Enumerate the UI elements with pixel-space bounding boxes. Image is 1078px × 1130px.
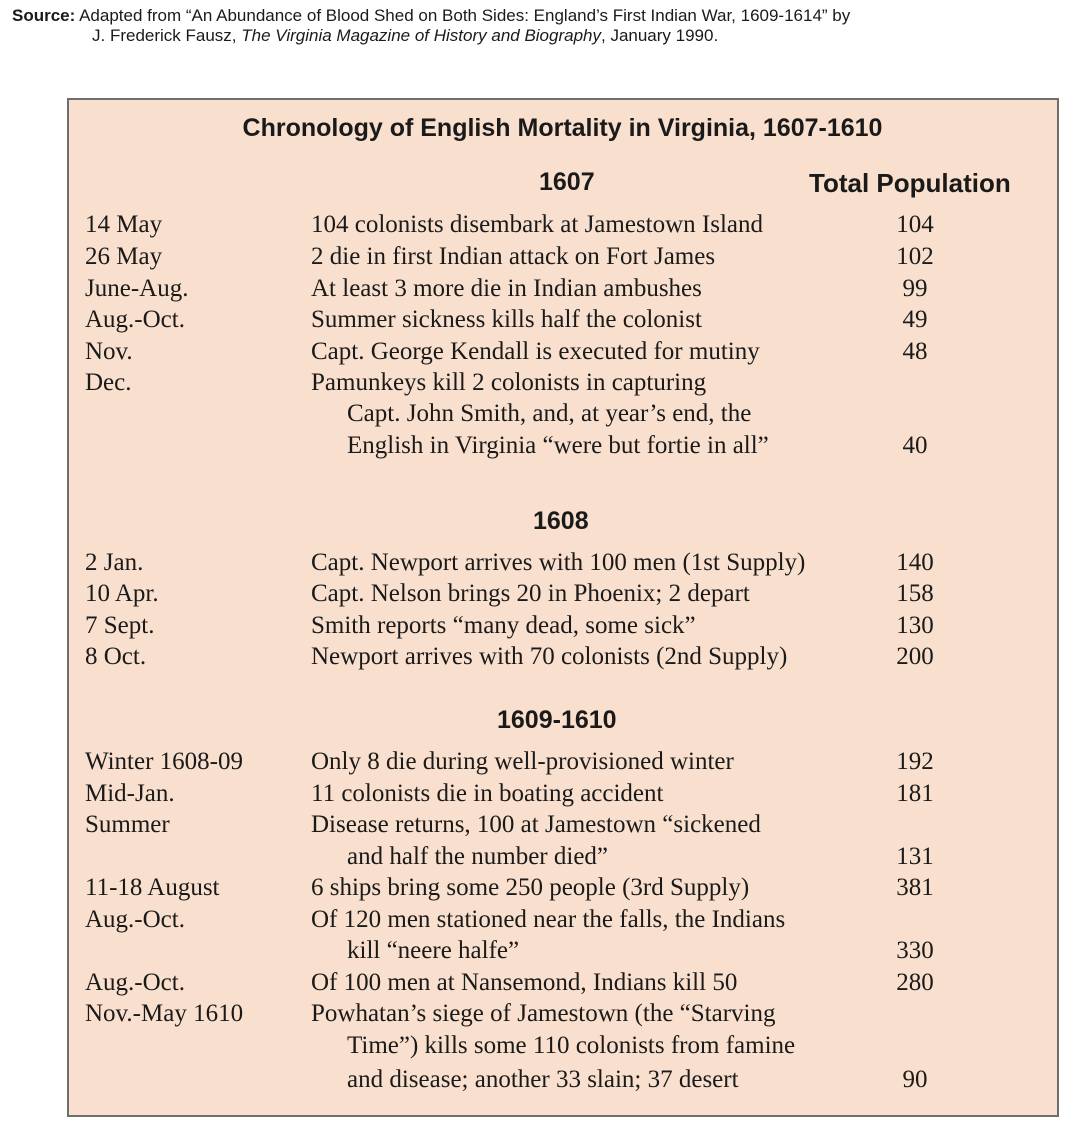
row-total: 90: [902, 1066, 928, 1093]
row-date: June-Aug.: [85, 275, 189, 302]
row-description: Capt. Nelson brings 20 in Phoenix; 2 depart: [311, 580, 750, 607]
table-row: [0, 209, 1078, 241]
source-date: , January 1990.: [601, 26, 719, 45]
row-date: 8 Oct.: [85, 643, 147, 670]
table-title: Chronology of English Mortality in Virginia, 1607-1610: [242, 114, 883, 142]
source-text: Adapted from “An Abundance of Blood Shed on Both Sides: England’s First Indian War, 1609-1614” by: [79, 6, 851, 25]
row-total: 158: [896, 580, 934, 607]
source-citation: [12, 6, 850, 46]
row-total: 49: [902, 306, 928, 333]
table-row: [0, 841, 1078, 873]
row-total: 280: [896, 969, 934, 996]
row-description: English in Virginia “were but fortie in all”: [347, 432, 769, 459]
row-description: Newport arrives with 70 colonists (2nd Supply): [311, 643, 788, 670]
row-description: and disease; another 33 slain; 37 desert: [347, 1066, 739, 1093]
row-total: 130: [896, 612, 934, 639]
table-row: [0, 430, 1078, 462]
row-description: Time”) kills some 110 colonists from famine: [347, 1032, 796, 1059]
row-date: Winter 1608-09: [85, 748, 243, 775]
row-date: 26 May: [85, 243, 163, 270]
table-row: [0, 904, 1078, 936]
table-row: [0, 578, 1078, 610]
year-heading-1608: 1608: [533, 507, 589, 535]
row-description: Only 8 die during well-provisioned winter: [311, 748, 734, 775]
row-date: Dec.: [85, 369, 132, 396]
table-row: [0, 778, 1078, 810]
row-date: 11-18 August: [85, 874, 220, 901]
row-date: Nov.-May 1610: [85, 1000, 244, 1027]
source-journal: The Virginia Magazine of History and Biography: [241, 26, 601, 45]
row-description: Disease returns, 100 at Jamestown “sickened: [311, 811, 761, 838]
row-date: 2 Jan.: [85, 549, 144, 576]
row-description: Smith reports “many dead, some sick”: [311, 612, 696, 639]
table-row: [0, 641, 1078, 673]
table-row: [0, 610, 1078, 642]
row-description: Capt. Newport arrives with 100 men (1st Supply): [311, 549, 806, 576]
year-heading-1607: 1607: [539, 168, 595, 196]
row-description: Pamunkeys kill 2 colonists in capturing: [311, 369, 707, 396]
row-total: 104: [896, 211, 934, 238]
table-row: [0, 336, 1078, 368]
table-row: [0, 241, 1078, 273]
row-date: 10 Apr.: [85, 580, 159, 607]
row-description: Capt. John Smith, and, at year’s end, the: [347, 400, 752, 427]
row-total: 381: [896, 874, 934, 901]
row-description: and half the number died”: [347, 843, 609, 870]
row-total: 330: [896, 937, 934, 964]
table-row: [0, 1030, 1078, 1062]
year-heading-1609-1610: 1609-1610: [497, 706, 617, 734]
row-date: Aug.-Oct.: [85, 306, 185, 333]
row-total: 200: [896, 643, 934, 670]
row-description: 2 die in first Indian attack on Fort James: [311, 243, 716, 270]
row-total: 181: [896, 780, 934, 807]
row-total: 102: [896, 243, 934, 270]
source-line-1: [12, 6, 850, 26]
table-row: [0, 935, 1078, 967]
row-total: 48: [902, 338, 928, 365]
row-total: 40: [902, 432, 928, 459]
row-total: 140: [896, 549, 934, 576]
source-line-2: [12, 26, 850, 46]
row-description: 11 colonists die in boating accident: [311, 780, 664, 807]
row-date: Aug.-Oct.: [85, 906, 185, 933]
table-row: [0, 967, 1078, 999]
row-date: Mid-Jan.: [85, 780, 175, 807]
row-description: At least 3 more die in Indian ambushes: [311, 275, 702, 302]
total-population-header: Total Population: [809, 168, 1011, 198]
row-date: 7 Sept.: [85, 612, 155, 639]
row-description: Capt. George Kendall is executed for mutiny: [311, 338, 760, 365]
table-row: [0, 273, 1078, 305]
row-description: 104 colonists disembark at Jamestown Island: [311, 211, 764, 238]
row-date: 14 May: [85, 211, 163, 238]
row-description: 6 ships bring some 250 people (3rd Supply): [311, 874, 750, 901]
table-row: [0, 367, 1078, 399]
row-description: Of 100 men at Nansemond, Indians kill 50: [311, 969, 738, 996]
table-row: [0, 809, 1078, 841]
table-row: [0, 398, 1078, 430]
row-total: 192: [896, 748, 934, 775]
source-author: J. Frederick Fausz,: [92, 26, 237, 45]
row-description: Of 120 men stationed near the falls, the Indians: [311, 906, 786, 933]
row-date: Nov.: [85, 338, 133, 365]
row-description: Powhatan’s siege of Jamestown (the “Starving: [311, 1000, 776, 1027]
row-total: 131: [896, 843, 934, 870]
table-row: [0, 746, 1078, 778]
row-date: Aug.-Oct.: [85, 969, 185, 996]
source-label: Source:: [12, 6, 76, 25]
row-description: kill “neere halfe”: [347, 937, 520, 964]
table-row: [0, 872, 1078, 904]
row-description: Summer sickness kills half the colonist: [311, 306, 702, 333]
row-total: 99: [902, 275, 928, 302]
row-date: Summer: [85, 811, 170, 838]
table-row: [0, 304, 1078, 336]
table-row: [0, 998, 1078, 1030]
table-row: [0, 1064, 1078, 1096]
table-row: [0, 547, 1078, 579]
